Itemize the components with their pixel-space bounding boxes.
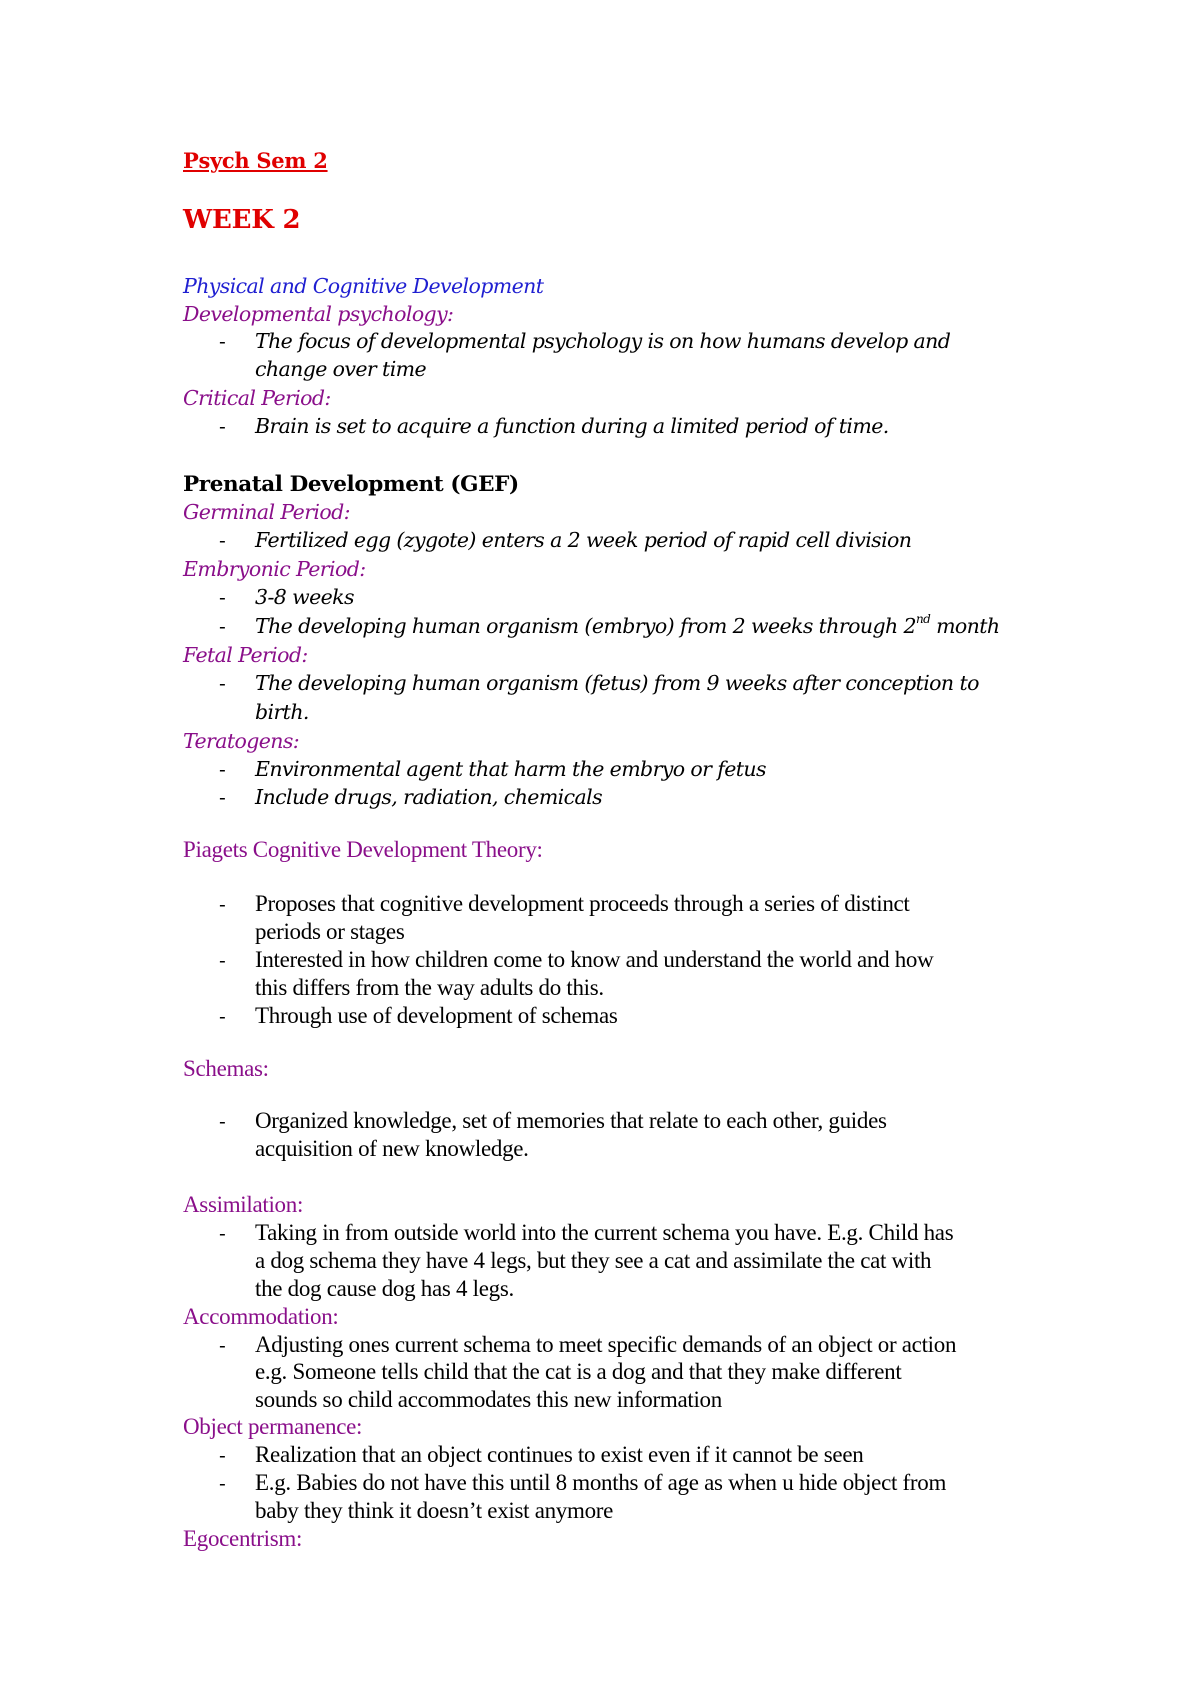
list-item-text: E.g. Babies do not have this until 8 months of age as when u hide object from <box>255 1470 947 1495</box>
bullet-dash: - <box>219 614 226 638</box>
list-item-text: The focus of developmental psychology is on how humans develop and <box>255 329 951 353</box>
bullet-dash: - <box>219 948 226 972</box>
term-embryonic-period: Embryonic Period: <box>183 557 366 581</box>
list-item-text: 3-8 weeks <box>255 585 354 609</box>
list-item-text-part: month <box>930 614 1000 638</box>
list-item-text: Include drugs, radiation, chemicals <box>255 785 602 809</box>
bullet-dash: - <box>219 1333 226 1357</box>
section-heading-prenatal: Prenatal Development (GEF) <box>183 472 519 497</box>
bullet-dash: - <box>219 1109 226 1133</box>
list-item-text: The developing human organism (fetus) from 9 weeks after conception to <box>255 671 979 695</box>
bullet-dash: - <box>219 1004 226 1028</box>
bullet-dash: - <box>219 1443 226 1467</box>
bullet-dash: - <box>219 585 226 609</box>
term-fetal-period: Fetal Period: <box>183 643 308 667</box>
list-item-text: acquisition of new knowledge. <box>255 1136 529 1161</box>
list-item-text: this differs from the way adults do this. <box>255 975 604 1000</box>
term-critical-period: Critical Period: <box>183 386 331 410</box>
term-schemas: Schemas: <box>183 1056 269 1081</box>
bullet-dash: - <box>219 757 226 781</box>
list-item-text: Through use of development of schemas <box>255 1003 618 1028</box>
list-item-text-part: The developing human organism (embryo) from 2 weeks through 2 <box>255 614 916 638</box>
list-item-text: a dog schema they have 4 legs, but they see a cat and assimilate the cat with <box>255 1248 932 1273</box>
list-item-text: Proposes that cognitive development proceeds through a series of distinct <box>255 891 910 916</box>
bullet-dash: - <box>219 414 226 438</box>
term-egocentrism: Egocentrism: <box>183 1526 303 1551</box>
bullet-dash: - <box>219 1221 226 1245</box>
term-assimilation: Assimilation: <box>183 1192 304 1217</box>
ordinal-superscript: nd <box>915 612 931 627</box>
list-item-text: Brain is set to acquire a function during a limited period of time. <box>255 414 889 438</box>
list-item-text: birth. <box>255 700 309 724</box>
list-item-text: Environmental agent that harm the embryo or fetus <box>255 757 766 781</box>
list-item-text: Interested in how children come to know and understand the world and how <box>255 947 934 972</box>
list-item-text: sounds so child accommodates this new information <box>255 1387 722 1412</box>
term-teratogens: Teratogens: <box>183 729 300 753</box>
list-item-text: the dog cause dog has 4 legs. <box>255 1276 514 1301</box>
term-germinal-period: Germinal Period: <box>183 500 350 524</box>
list-item-text: Adjusting ones current schema to meet specific demands of an object or action <box>255 1332 957 1357</box>
term-accommodation: Accommodation: <box>183 1304 339 1329</box>
list-item-text: Realization that an object continues to exist even if it cannot be seen <box>255 1442 864 1467</box>
section-heading-physical-cognitive: Physical and Cognitive Development <box>183 274 544 298</box>
section-heading-piaget: Piagets Cognitive Development Theory: <box>183 837 543 862</box>
list-item-text: baby they think it doesn’t exist anymore <box>255 1498 614 1523</box>
week-heading: WEEK 2 <box>183 205 301 235</box>
list-item-text: Organized knowledge, set of memories that relate to each other, guides <box>255 1108 887 1133</box>
bullet-dash: - <box>219 329 226 353</box>
bullet-dash: - <box>219 785 226 809</box>
term-developmental-psychology: Developmental psychology: <box>183 302 454 326</box>
term-object-permanence: Object permanence: <box>183 1414 363 1439</box>
list-item-text: periods or stages <box>255 919 405 944</box>
list-item-text: change over time <box>255 357 427 381</box>
list-item-text: Taking in from outside world into the current schema you have. E.g. Child has <box>255 1220 954 1245</box>
document-title: Psych Sem 2 <box>183 148 328 173</box>
list-item-text <box>255 612 1000 640</box>
list-item-text: e.g. Someone tells child that the cat is a dog and that they make different <box>255 1359 902 1384</box>
bullet-dash: - <box>219 528 226 552</box>
bullet-dash: - <box>219 892 226 916</box>
list-item-text: Fertilized egg (zygote) enters a 2 week period of rapid cell division <box>255 528 912 552</box>
bullet-dash: - <box>219 1471 226 1495</box>
bullet-dash: - <box>219 671 226 695</box>
